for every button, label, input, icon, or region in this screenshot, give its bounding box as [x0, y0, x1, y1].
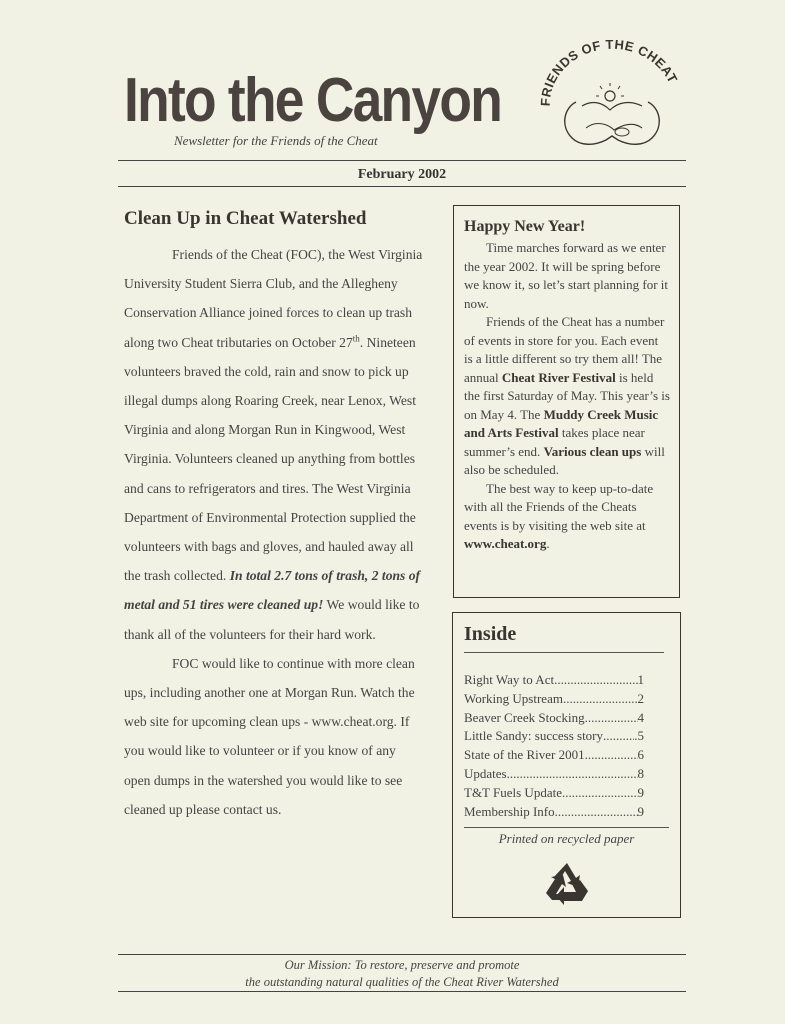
toc-item-label: State of the River 2001 [464, 747, 585, 763]
svg-text:FRIENDS OF THE CHEAT [538, 40, 681, 107]
toc-item-page: 4 [637, 709, 644, 725]
toc-item [464, 784, 644, 803]
toc-item [464, 709, 644, 728]
toc-leader-dots [603, 727, 634, 746]
masthead-subtitle: Newsletter for the Friends of the Cheat [174, 133, 378, 148]
toc-item-label: T&T Fuels Update [464, 784, 562, 800]
toc-item-label: Right Way to Act [464, 672, 555, 687]
toc-leader-dots [555, 803, 638, 822]
toc-item-label: Updates [464, 765, 507, 781]
news-paragraph-2: Friends of the Cheat has a number of events in store for you. Each event is a little different so try them all! The annual Cheat River Festival is held the first Saturday of May. This year’s is on May 4. The Muddy Creek Music and Arts Festival takes place near summer’s end. Various clean ups will also be scheduled. [464, 314, 670, 477]
recycled-note: Printed on recycled paper [498, 831, 635, 847]
cleanup-totals: In total 2.7 tons of trash, 2 tons of metal and 51 tires were cleaned up! [124, 568, 421, 613]
news-box-title: Happy New Year! [464, 218, 586, 235]
article-paragraph-2: FOC would like to continue with more clean ups, including another one at Morgan Run. Watch the web site for upcoming clean ups - www.cheat.org. If you would like to volunteer or if you know of any open dumps in the watershed you would like to see cleaned up please contact us. [124, 655, 415, 817]
toc-item-page: 2 [637, 690, 644, 706]
news-paragraph-1: Time marches forward as we enter the year 2002. It will be spring before we know it, so let’s start planning for it now. [464, 240, 669, 311]
toc-item [464, 765, 644, 784]
recycled-rule [464, 827, 669, 828]
masthead-rule-bottom [118, 186, 686, 187]
footer-rule-bottom [118, 991, 686, 992]
toc-item [464, 746, 644, 765]
toc-item [464, 803, 644, 822]
toc-item-page: 8 [637, 765, 644, 781]
toc-leader-dots [563, 690, 638, 709]
toc-item-label: Membership Info [464, 803, 555, 819]
toc-leader-dots [585, 709, 638, 728]
friends-of-the-cheat-logo [536, 40, 686, 152]
toc-item [464, 690, 644, 709]
toc-item [464, 727, 644, 746]
mission-statement [118, 957, 686, 991]
toc-leader-dots [585, 746, 638, 765]
mission-line-2: the outstanding natural qualities of the Cheat River Watershed [245, 975, 559, 989]
article-body [124, 240, 424, 824]
table-of-contents [464, 671, 669, 821]
toc-leader-dots [507, 765, 638, 784]
logo-text: FRIENDS OF THE CHEAT [537, 40, 681, 107]
toc-item-page: 1 [637, 672, 644, 687]
issue-date: February 2002 [357, 167, 447, 182]
toc-item-label: Beaver Creek Stocking [464, 709, 585, 725]
footer-rule-top [118, 954, 686, 955]
inside-title: Inside [464, 623, 664, 653]
website-link: www.cheat.org [464, 536, 547, 551]
toc-item-page: 9 [637, 784, 644, 800]
toc-item-label: Working Upstream [464, 690, 563, 706]
toc-item-page: 9 [637, 803, 644, 819]
toc-item-page: 6 [637, 747, 644, 763]
toc-leader-dots [554, 671, 637, 690]
article-paragraph-1: Friends of the Cheat (FOC), the West Virginia University Student Sierra Club, and the Allegheny Conservation Alliance joined forces to clean up trash along two Cheat tributaries on October 27th. Nineteen volunteers braved the cold, rain and snow to pick up illegal dumps along Roaring Creek, near Lenox, West Virginia and along Morgan Run in Kingwood, West Virginia. Volunteers cleaned up anything from bottles and cans to refrigerators and tires. The West Virginia Department of Environmental Protection supplied the volunteers with bags and gloves, and hauled away all the trash collected. In total 2.7 tons of trash, 2 tons of metal and 51 tires were cleaned up! We would like to thank all of the volunteers for their hard work. [124, 247, 423, 642]
masthead-rule-top [118, 160, 686, 161]
happy-new-year-box [453, 205, 680, 598]
toc-item [464, 671, 644, 690]
masthead-title: Into the Canyon [124, 66, 502, 135]
toc-item-label: Little Sandy: success story [464, 728, 604, 744]
toc-item-page: .5 [634, 728, 644, 744]
recycle-icon [542, 861, 592, 907]
mission-line-1: Our Mission: To restore, preserve and promote [284, 958, 520, 972]
article-title: Clean Up in Cheat Watershed [124, 208, 367, 229]
news-paragraph-3: The best way to keep up-to-date with all the Friends of the Cheats events is by visiting the web site at www.cheat.org. [464, 480, 654, 551]
toc-leader-dots [562, 784, 638, 803]
inside-contents-box [452, 612, 681, 918]
